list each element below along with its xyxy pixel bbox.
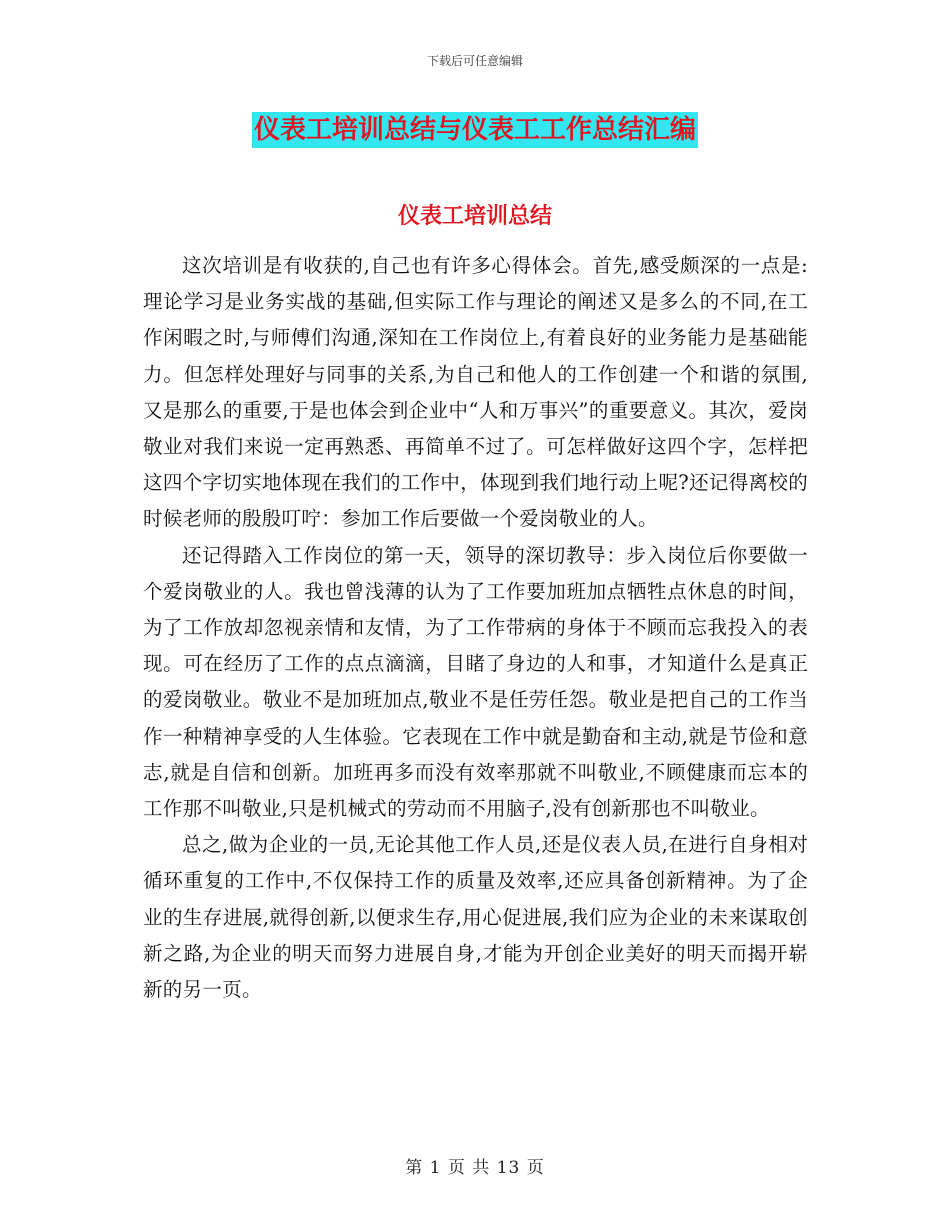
page-header-note: 下载后可任意编辑: [426, 54, 523, 68]
page-number-footer: 第 1 页 共 13 页: [405, 1158, 545, 1178]
body-paragraph-3: 总之,做为企业的一员,无论其他工作人员,还是仪表人员,在进行自身相对循环重复的工作中,不仅保持工作的质量及效率,还应具备创新精神。为了企业的生存进展,就得创新,以便求生存,用心促进展,我们应为企业的未来谋取创新之路,为企业的明天而努力进展自身,才能为开创企业美好的明天而揭开崭新的另一页。: [143, 833, 808, 1002]
body-paragraph-2: 还记得踏入工作岗位的第一天，领导的深切教导：步入岗位后你要做一个爱岗敬业的人。我也曾浅薄的认为了工作要加班加点牺牲点休息的时间，为了工作放却忽视亲情和友情，为了工作带病的身体于不顾而忘我投入的表现。可在经历了工作的点点滴滴，目睹了身边的人和事，才知道什么是真正的爱岗敬业。敬业不是加班加点,敬业不是任劳任怨。敬业是把自己的工作当作一种精神享受的人生体验。它表现在工作中就是勤奋和主动,就是节俭和意志,就是自信和创新。加班再多而没有效率那就不叫敬业,不顾健康而忘本的工作那不叫敬业,只是机械式的劳动而不用脑子,没有创新那也不叫敬业。: [143, 543, 808, 821]
document-body: [143, 248, 808, 1008]
body-paragraph-1: 这次培训是有收获的,自己也有许多心得体会。首先,感受颇深的一点是:理论学习是业务实战的基础,但实际工作与理论的阐述又是多么的不同,在工作闲暇之时,与师傅们沟通,深知在工作岗位上,有着良好的业务能力是基础能力。但怎样处理好与同事的关系,为自己和他人的工作创建一个和谐的氛围,又是那么的重要,于是也体会到企业中“人和万事兴”的重要意义。其次，爱岗敬业对我们来说一定再熟悉、再简单不过了。可怎样做好这四个字，怎样把这四个字切实地体现在我们的工作中，体现到我们地行动上呢?还记得离校的时候老师的殷殷叮咛：参加工作后要做一个爱岗敬业的人。: [143, 254, 808, 531]
document-title: 仪表工培训总结与仪表工工作总结汇编: [252, 112, 698, 148]
document-title-container: [0, 112, 950, 148]
section-title: 仪表工培训总结: [397, 203, 552, 229]
